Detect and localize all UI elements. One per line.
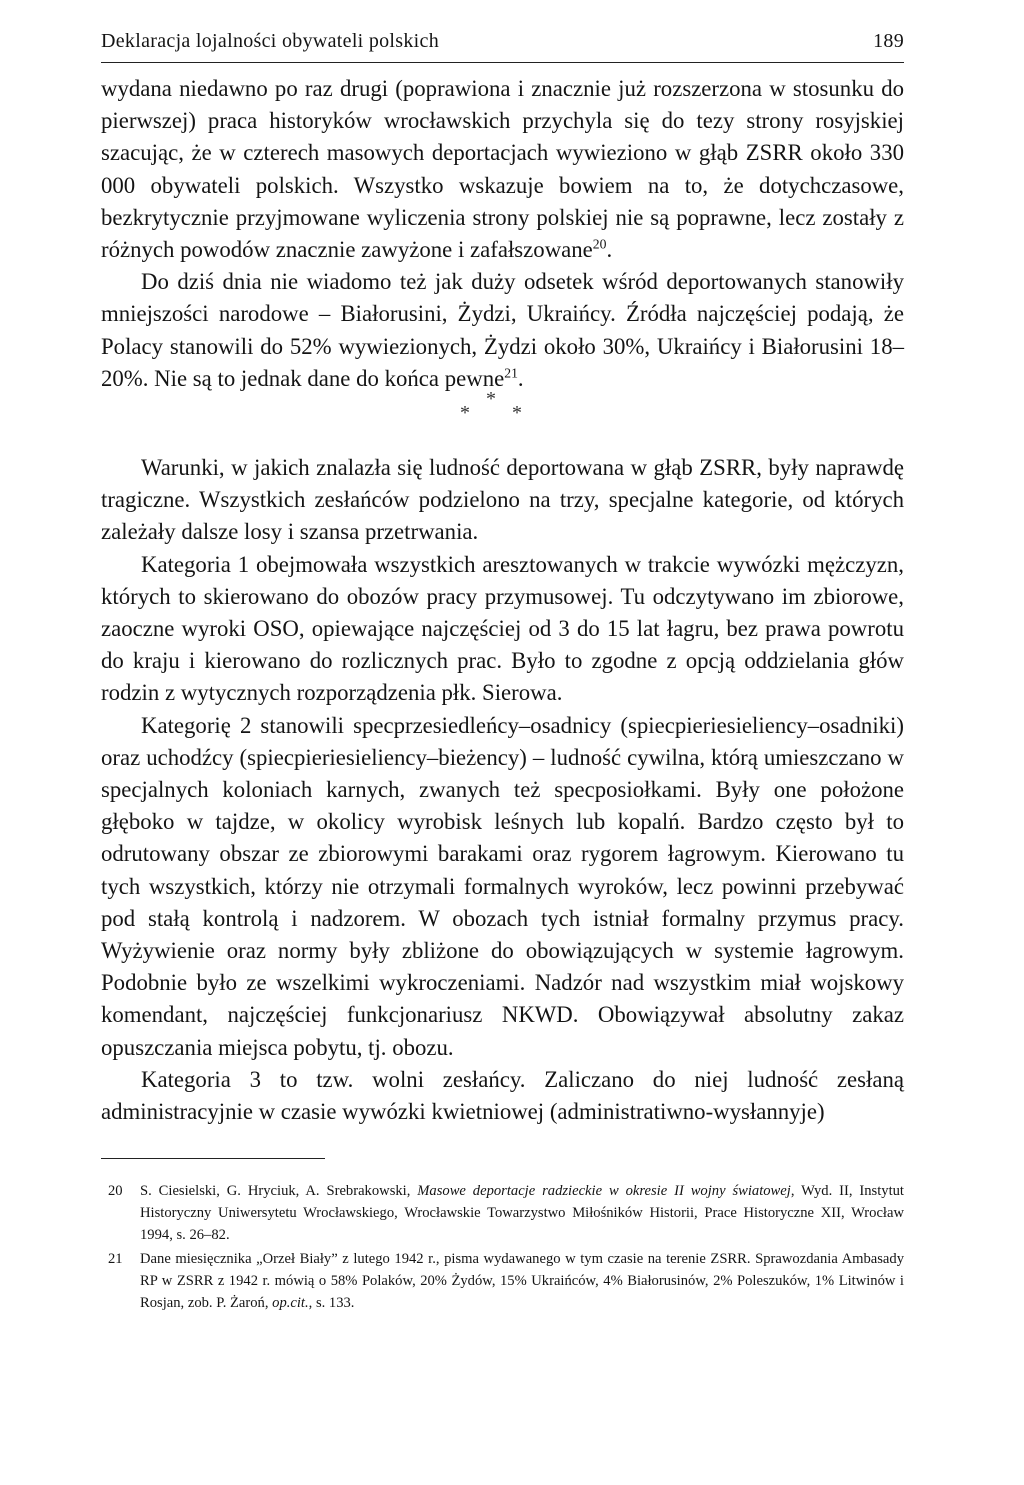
- section-break-asterism: [450, 388, 560, 422]
- paragraph: Kategoria 3 to tzw. wolni zesłańcy. Zaliczano do niej ludność zesłaną administracyjnie w czasie wywózki kwietniowej (administratiwno-wysłannyje): [101, 1066, 904, 1125]
- asterisk: *: [460, 402, 470, 424]
- footnote-number: 21: [108, 1251, 123, 1267]
- page-number: 189: [873, 30, 904, 52]
- paragraph: wydana niedawno po raz drugi (poprawiona i znacznie już rozszerzona w stosunku do pierwszej) praca historyków wrocławskich przychyla się do tezy strony rosyjskiej szacując, że w czterech masowych deportacjach wywieziono w głąb ZSRR około 330 000 obywateli polskich. Wszystko wskazuje bowiem na to, że dotychczasowe, bezkrytycznie przyjmowane wyliczenia strony polskiej nie są poprawne, lecz zostały z różnych powodów znacznie zawyżone i zafałszowane$^{20}$.: [101, 76, 904, 263]
- paragraph: Kategoria 1 obejmowała wszystkich aresztowanych w trakcie wywózki mężczyzn, których to skierowano do obozów pracy przymusowej. Tu odczytywano im zbiorowe, zaoczne wyroki OSO, opiewające najczęściej od 3 do 15 lat łagru, bez prawa powrotu do kraju i kierowano do rozlicznych prac. Było to zgodne z opcją oddzielania głów rodzin z wytycznych rozporządzenia płk. Sierowa.: [101, 551, 904, 706]
- footnote-number: 20: [108, 1183, 123, 1199]
- footnote-text: S. Ciesielski, G. Hryciuk, A. Srebrakowski, Masowe deportacje radzieckie w okresie II wojny światowej, Wyd. II, Instytut Historyczny Uniwersytetu Wrocławskiego, Wrocławskie Towarzystwo Miłośników Historii, Prace Historyczne XII, Wrocław 1994, s. 26–82.: [140, 1183, 904, 1243]
- footnote-divider: [101, 1158, 325, 1159]
- footnote: [101, 1248, 904, 1314]
- body-text-top: [101, 73, 904, 395]
- paragraph: Do dziś dnia nie wiadomo też jak duży odsetek wśród deportowanych stanowiły mniejszości narodowe – Białorusini, Żydzi, Ukraińcy. Źródła najczęściej podają, że Polacy stanowili do 52% wywiezionych, Żydzi około 30%, Ukraińcy i Białorusini 18–20%. Nie są to jednak dane do końca pewne$^{21}$.: [101, 269, 904, 391]
- running-title: Deklaracja lojalności obywateli polskich: [101, 30, 440, 52]
- footnote-ref[interactable]: 20: [592, 236, 607, 252]
- running-head: [101, 22, 904, 63]
- footnotes: [101, 1180, 904, 1316]
- footnote: [101, 1180, 904, 1246]
- paragraph: Warunki, w jakich znalazła się ludność deportowana w głąb ZSRR, były naprawdę tragiczne. Wszystkich zesłańców podzielono na trzy, specjalne kategorie, od których zależały dalsze losy i szansa przetrwania.: [101, 455, 904, 545]
- paragraph: Kategorię 2 stanowili specprzesiedleńcy–osadnicy (spiecpieriesieliency–osadniki) oraz uchodźcy (spiecpieriesieliency–bieżency) – ludność cywilna, którą umieszczano w specjalnych koloniach karnych, zwanych też specposiołkami. Były one położone głęboko w tajdze, w okolicy wyrobisk leśnych lub kopalń. Bardzo często był to odrutowany obszar ze zbiorowymi barakami oraz rygorem łagrowym. Kierowano tu tych wszystkich, którzy nie otrzymali formalnych wyroków, lecz powinni przebywać pod stałą kontrolą i nadzorem. W obozach tych istniał formalny przymus pracy. Wyżywienie oraz normy były zbliżone do obowiązujących w systemie łagrowym. Podobnie było ze wszelkimi wykroczeniami. Nadzór nad wszystkim miał wojskowy komendant, najczęściej funkcjonariusz NKWD. Obowiązywał absolutny zakaz opuszczania miejsca pobytu, tj. obozu.: [101, 712, 904, 1060]
- footnote-ref[interactable]: 21: [504, 365, 518, 381]
- body-text-bottom: [101, 452, 904, 1128]
- asterisk: *: [486, 388, 496, 410]
- asterisk: *: [512, 402, 522, 424]
- footnote-text: Dane miesięcznika „Orzeł Biały” z lutego 1942 r., pisma wydawanego w tym czasie na terenie ZSRR. Sprawozdania Ambasady RP w ZSRR z 1942 r. mówią o 58% Polaków, 20% Żydów, 15% Ukraińców, 4% Białorusinów, 2% Poleszuków, 1% Litwinów i Rosjan, zob. P. Żaroń, op.cit., s. 133.: [140, 1251, 904, 1311]
